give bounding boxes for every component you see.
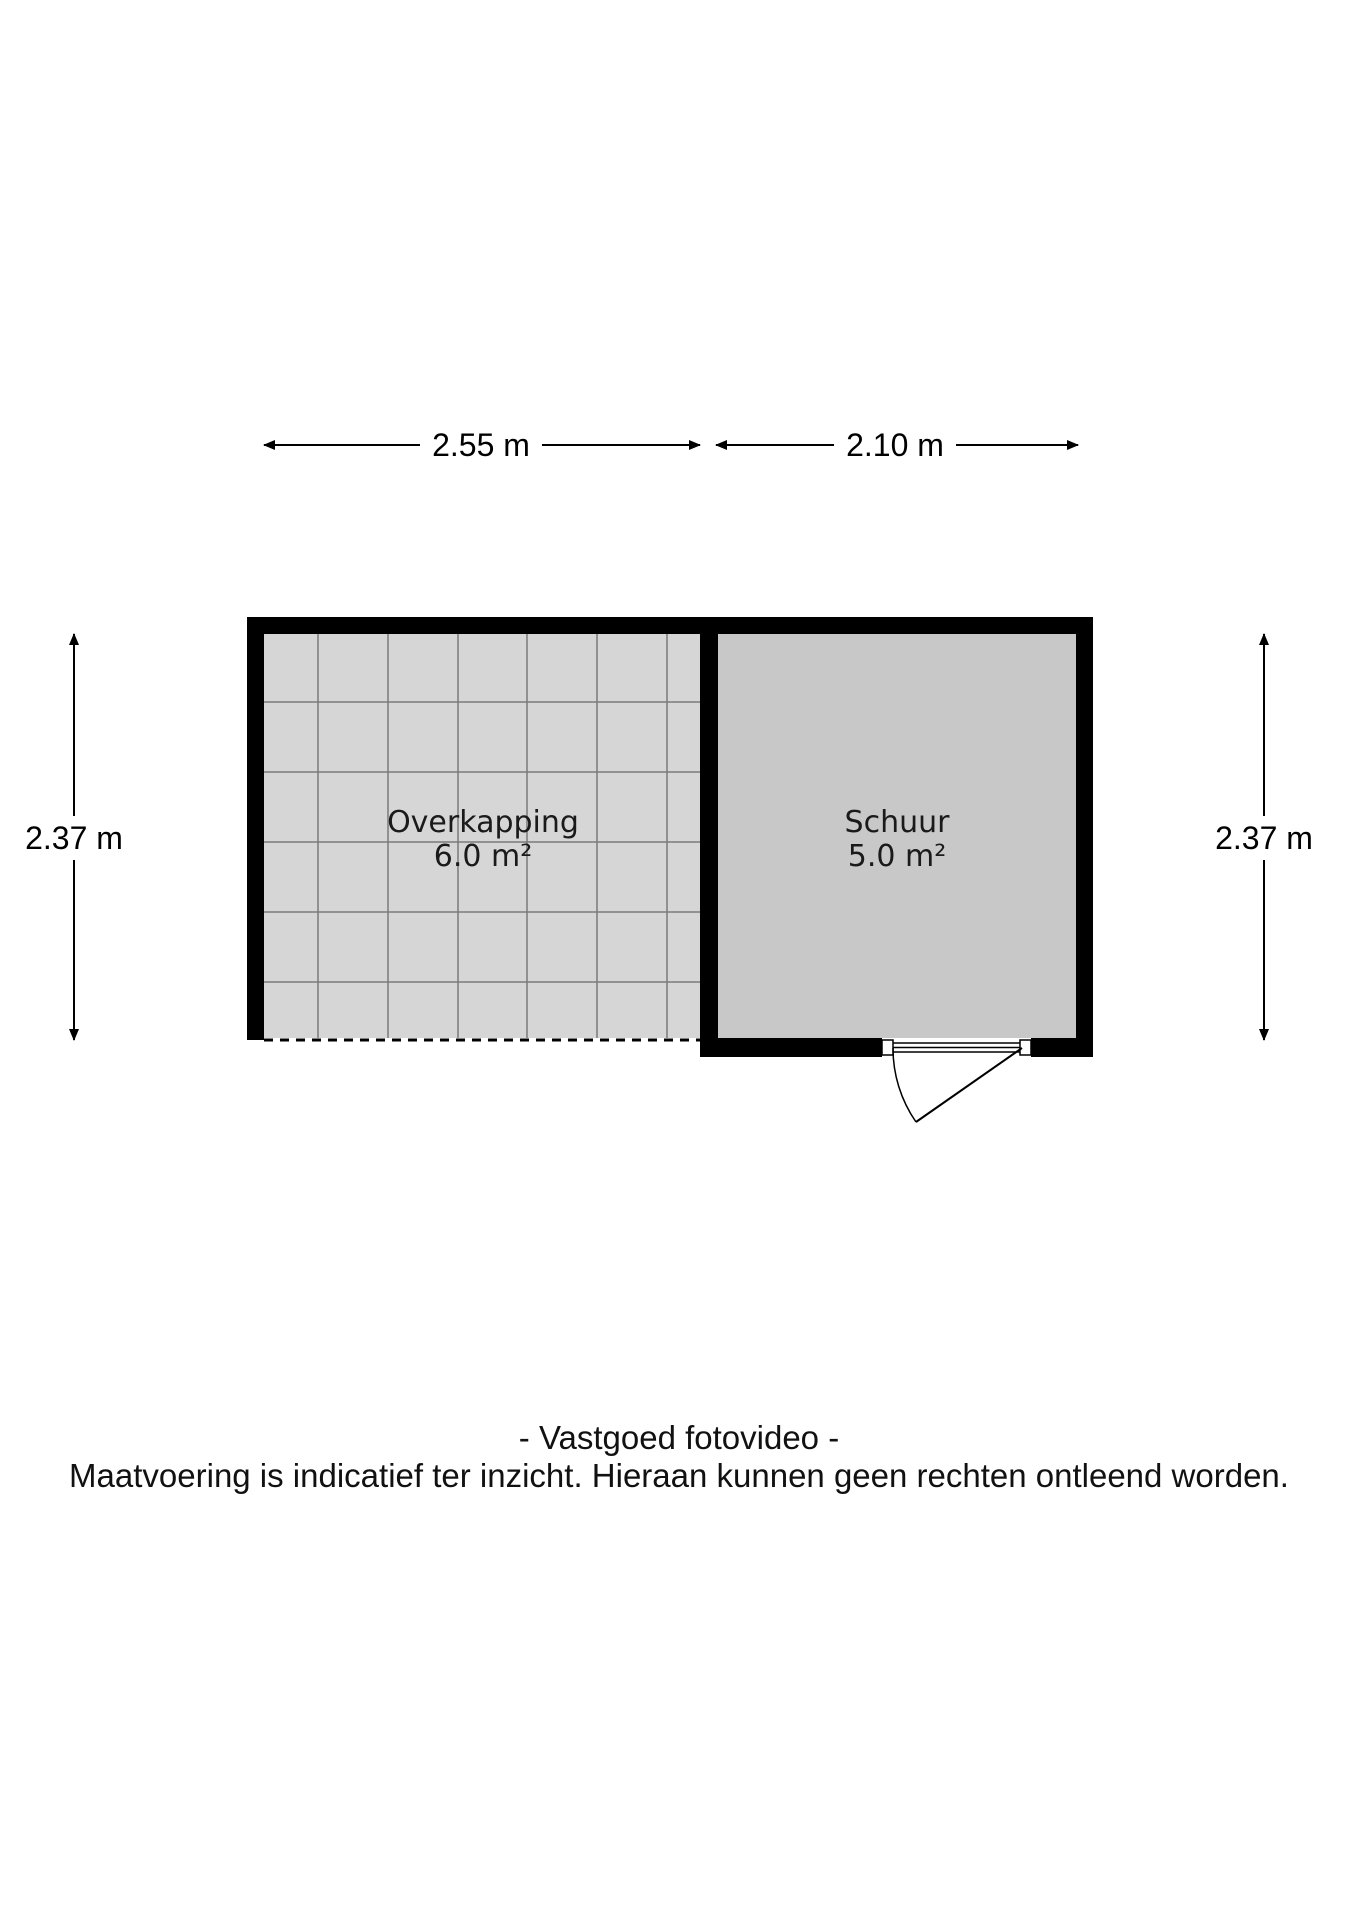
footer-brand: - Vastgoed fotovideo - <box>518 1419 840 1456</box>
schuur-area: 5.0 m² <box>847 839 947 874</box>
wall-bottom-right-segment <box>1031 1038 1093 1057</box>
door-swing-arc <box>893 1048 916 1122</box>
door-frame-left <box>882 1040 893 1055</box>
wall-right <box>1076 617 1093 1057</box>
dimension-left-label: 2.37 m <box>25 820 123 856</box>
room-schuur <box>718 634 1076 1038</box>
dimension-right-label: 2.37 m <box>1215 820 1313 856</box>
wall-middle <box>700 617 718 1057</box>
wall-top <box>247 617 1093 634</box>
schuur-name: Schuur <box>844 805 950 840</box>
dimension-right <box>1215 634 1313 1040</box>
wall-bottom-left-segment <box>700 1038 882 1057</box>
dimension-top-left-label: 2.55 m <box>432 427 530 463</box>
dimension-top-right <box>716 427 1078 463</box>
dimension-top-right-label: 2.10 m <box>846 427 944 463</box>
wall-left <box>247 617 264 1040</box>
footer-disclaimer: Maatvoering is indicatief ter inzicht. Hieraan kunnen geen rechten ontleend worden. <box>69 1457 1289 1494</box>
dimension-left <box>25 634 123 1040</box>
door-leaf <box>916 1048 1022 1122</box>
door <box>882 1040 1031 1122</box>
room-overkapping <box>264 634 700 1040</box>
dimension-top-left <box>264 427 700 463</box>
overkapping-name: Overkapping <box>387 805 579 840</box>
overkapping-area: 6.0 m² <box>433 839 533 874</box>
